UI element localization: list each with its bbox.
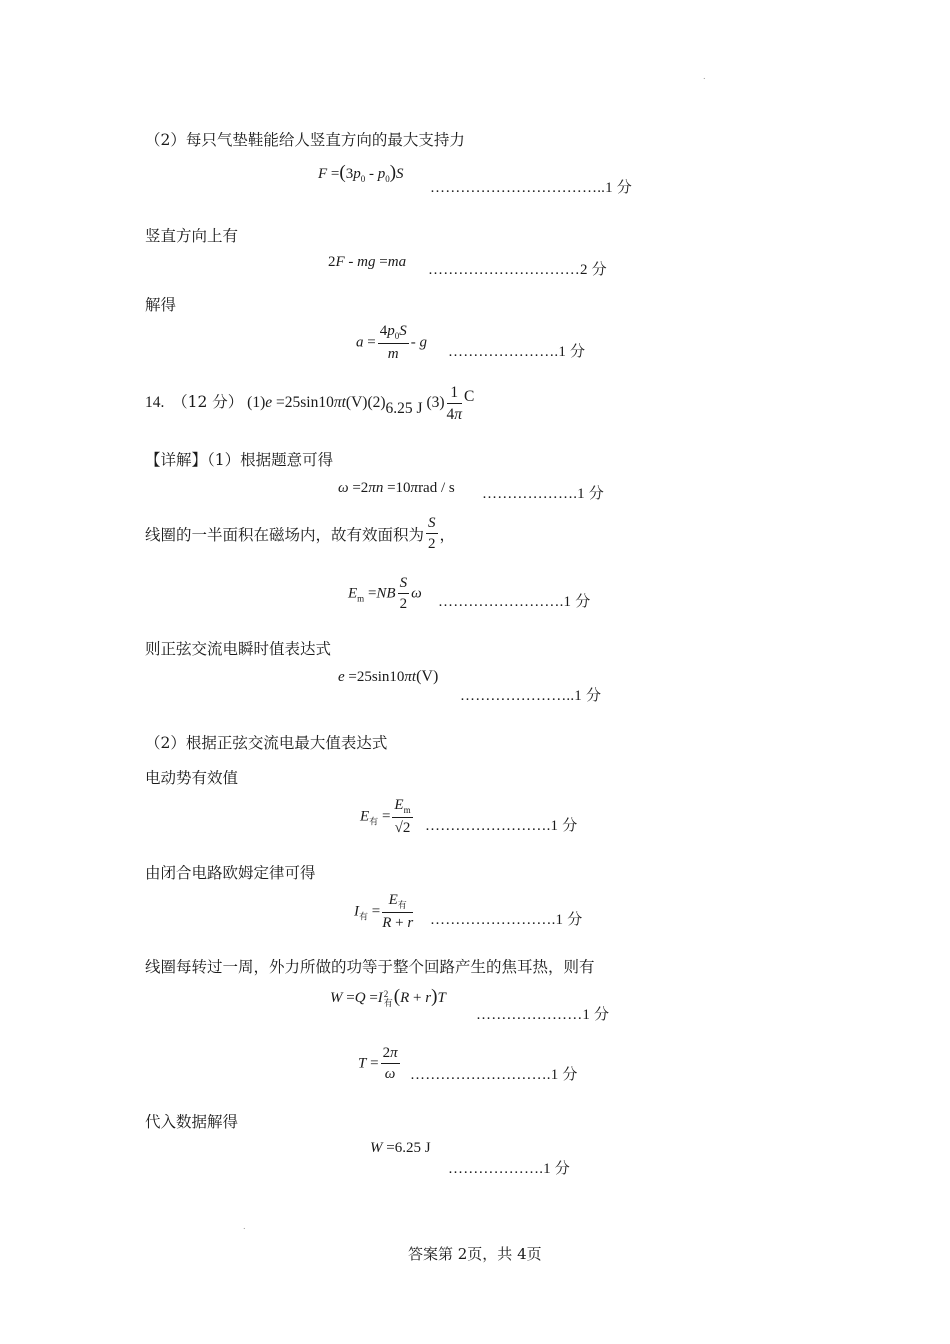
scan-dot-bottom: .	[243, 1222, 246, 1231]
half-area-text: 线圈的一半面积在磁场内，故有效面积为	[145, 526, 425, 544]
q14-ans1-unit: (V)	[345, 394, 368, 412]
q14-ans2-value: 6.25 J	[385, 400, 423, 418]
q14-ans3-unit: C	[464, 388, 475, 406]
q14-answer-summary: 14. （12 分） (1)e =25sin10πt(V)(2)6.25 J (3) $\frac{1}{4\pi}$ C	[145, 384, 475, 423]
points-eq3: ………………….1 分	[448, 344, 586, 360]
equation-effective-emf: $E_有$ = $\frac{E_m}{√2}$	[360, 797, 411, 836]
q14-ans1-label: (1)	[247, 394, 266, 412]
equation-period: T = $\frac{2\pi}{\omega}$	[358, 1045, 398, 1082]
substitute-text: 代入数据解得	[145, 1113, 239, 1131]
points-eq1: ……………………………..1 分	[430, 180, 632, 196]
equation-em: $E_m =NB$ $\frac{S}{2}$ ω	[348, 575, 422, 612]
instant-text: 则正弦交流电瞬时值表达式	[145, 640, 332, 658]
ohm-text: 由闭合电路欧姆定律可得	[145, 864, 316, 882]
points-instant: …………………..1 分	[460, 688, 602, 704]
q14-ans3-label: (3)	[426, 394, 445, 412]
points-result: ……………….1 分	[448, 1161, 571, 1177]
page-footer: 答案第 2页，共 4页	[408, 1245, 542, 1263]
points-eq2: …………………………2 分	[428, 262, 607, 278]
equation-acceleration: a = $\frac{4p_0S}{m}$ - g	[356, 323, 427, 362]
equation-instant-value: e =25sin10πt(V)	[338, 668, 439, 685]
part2-intro: （2）根据正弦交流电最大值表达式	[145, 734, 388, 752]
q13-part2-intro: （2）每只气垫鞋能给人竖直方向的最大支持力	[145, 131, 465, 149]
points-period: ……………………….1 分	[410, 1067, 578, 1083]
detail-heading: 【详解】（1）根据题意可得	[145, 451, 334, 469]
equation-effective-current: $I_有$ = $\frac{E_有}{R + r}$	[354, 892, 414, 931]
emf-text: 电动势有效值	[145, 769, 239, 787]
half-area-comma: ，	[439, 526, 456, 544]
points-work: …………………1 分	[476, 1007, 610, 1023]
points-emf: …………………….1 分	[425, 818, 578, 834]
solve-text: 解得	[145, 296, 177, 314]
half-area-line: 线圈的一半面积在磁场内，故有效面积为 $\frac{S}{2}$ ，	[145, 515, 456, 552]
points-em: …………………….1 分	[438, 594, 591, 610]
equation-result: W =6.25 J	[370, 1140, 431, 1156]
result-value: 6.25 J	[394, 1140, 431, 1156]
instant-unit: (V)	[416, 668, 439, 685]
scan-dot: .	[703, 72, 706, 81]
q14-score: （12 分）	[172, 393, 244, 412]
omega-unit: rad / s	[418, 480, 455, 496]
q14-number: 14.	[145, 394, 165, 412]
points-ohm: …………………….1 分	[430, 912, 583, 928]
q14-ans2-label: (2)	[367, 394, 386, 412]
equation-angular-velocity: ω =2πn =10πrad / s	[338, 480, 455, 496]
work-text: 线圈每转过一周，外力所做的功等于整个回路产生的焦耳热，则有	[145, 958, 595, 976]
vertical-direction-text: 竖直方向上有	[145, 227, 239, 245]
equation-max-support-force: $F =(3p_0 - p_0)S$	[318, 162, 404, 184]
points-omega: ……………….1 分	[482, 486, 605, 502]
equation-work: W =Q =I 2 有 (R + r)T	[330, 986, 446, 1008]
equation-newton-second-law: 2F - mg =ma	[328, 254, 407, 270]
